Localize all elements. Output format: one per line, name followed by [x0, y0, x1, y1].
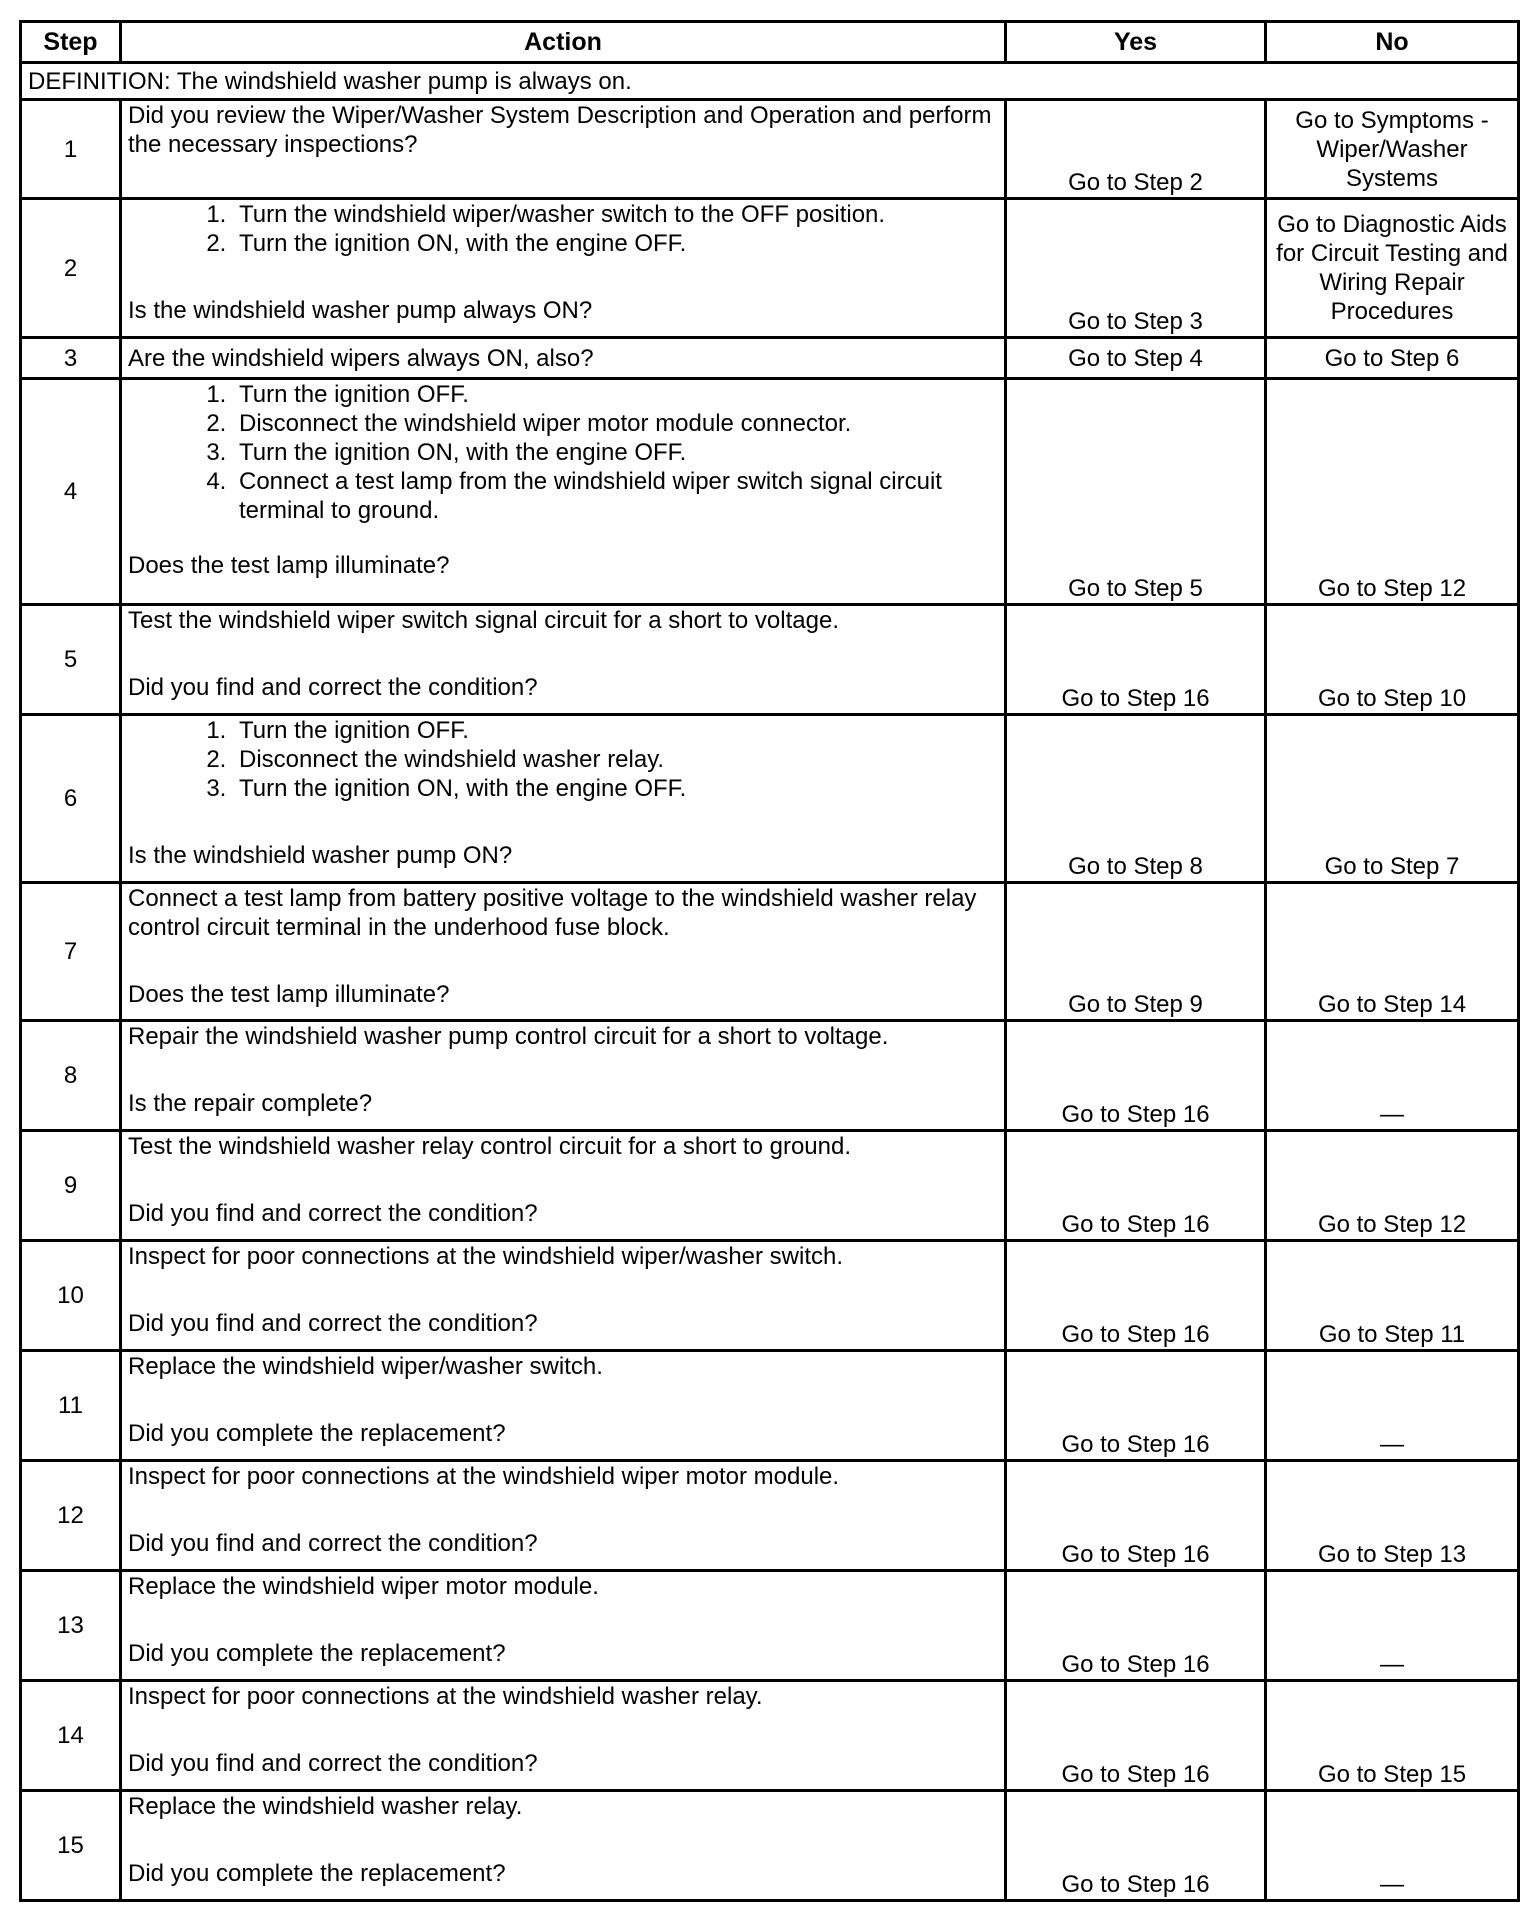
- step-number: 10: [21, 1241, 121, 1351]
- yes-cell: Go to Step 8: [1006, 715, 1266, 883]
- no-cell: —: [1266, 1021, 1519, 1131]
- yes-cell: Go to Step 2: [1006, 100, 1266, 199]
- list-item: 2. Disconnect the windshield washer relay.: [233, 745, 998, 774]
- yes-cell: Go to Step 16: [1006, 1461, 1266, 1571]
- action-cell: [121, 1131, 1006, 1241]
- action-list: [128, 380, 998, 525]
- action-question: Does the test lamp illuminate?: [128, 552, 450, 579]
- action-text: Are the windshield wipers always ON, also?: [128, 344, 594, 372]
- table-row: [21, 715, 1519, 883]
- action-text: Repair the windshield washer pump control circuit for a short to voltage.: [128, 1023, 889, 1050]
- action-cell: [121, 379, 1006, 605]
- action-text: Inspect for poor connections at the windshield washer relay.: [128, 1683, 763, 1710]
- yes-cell: Go to Step 16: [1006, 1021, 1266, 1131]
- yes-cell: Go to Step 5: [1006, 379, 1266, 605]
- no-cell: Go to Step 15: [1266, 1681, 1519, 1791]
- yes-cell: Go to Step 16: [1006, 1351, 1266, 1461]
- action-question: Did you complete the replacement?: [128, 1420, 506, 1447]
- action-cell: [121, 605, 1006, 715]
- action-question: Did you find and correct the condition?: [128, 1750, 538, 1777]
- no-cell: Go to Step 13: [1266, 1461, 1519, 1571]
- action-cell: [121, 1461, 1006, 1571]
- step-number: 7: [21, 883, 121, 1021]
- step-number: 3: [21, 338, 121, 379]
- yes-cell: Go to Step 16: [1006, 1131, 1266, 1241]
- table-row: [21, 100, 1519, 199]
- table-row: [21, 1681, 1519, 1791]
- header-action: Action: [121, 22, 1006, 63]
- action-cell: [121, 338, 1006, 379]
- action-text: Inspect for poor connections at the windshield wiper/washer switch.: [128, 1243, 844, 1270]
- action-cell: [121, 1681, 1006, 1791]
- yes-cell: Go to Step 16: [1006, 1241, 1266, 1351]
- action-text: Replace the windshield wiper/washer switch.: [128, 1353, 603, 1380]
- action-text: Did you review the Wiper/Washer System Description and Operation and perform the necessary inspections?: [128, 102, 992, 158]
- yes-cell: Go to Step 16: [1006, 605, 1266, 715]
- action-cell: [121, 100, 1006, 199]
- table-row: [21, 605, 1519, 715]
- action-question: Is the windshield washer pump always ON?: [128, 297, 593, 324]
- action-question: Is the repair complete?: [128, 1090, 373, 1117]
- step-number: 13: [21, 1571, 121, 1681]
- list-item: 1. Turn the ignition OFF.: [233, 380, 998, 409]
- table-row: [21, 1461, 1519, 1571]
- list-item: 3. Turn the ignition ON, with the engine OFF.: [233, 774, 998, 803]
- no-cell: Go to Diagnostic Aids for Circuit Testing and Wiring Repair Procedures: [1266, 199, 1519, 338]
- table-row: [21, 1351, 1519, 1461]
- step-number: 9: [21, 1131, 121, 1241]
- table-row: [21, 199, 1519, 338]
- yes-cell: Go to Step 4: [1006, 338, 1266, 379]
- step-number: 8: [21, 1021, 121, 1131]
- yes-cell: Go to Step 16: [1006, 1791, 1266, 1901]
- table-row: [21, 883, 1519, 1021]
- table-row: [21, 1021, 1519, 1131]
- table-row: [21, 1241, 1519, 1351]
- list-item: 2. Turn the ignition ON, with the engine OFF.: [233, 229, 998, 258]
- list-item: 1. Turn the ignition OFF.: [233, 716, 998, 745]
- list-item: 4. Connect a test lamp from the windshield wiper switch signal circuit terminal to ground.: [233, 467, 998, 525]
- definition-text: DEFINITION: The windshield washer pump is always on.: [21, 63, 1519, 100]
- step-number: 14: [21, 1681, 121, 1791]
- action-cell: [121, 1021, 1006, 1131]
- yes-cell: Go to Step 3: [1006, 199, 1266, 338]
- yes-cell: Go to Step 16: [1006, 1571, 1266, 1681]
- action-text: Replace the windshield washer relay.: [128, 1793, 523, 1820]
- header-yes: Yes: [1006, 22, 1266, 63]
- action-question: Is the windshield washer pump ON?: [128, 842, 513, 869]
- action-list: [128, 200, 998, 258]
- action-cell: [121, 199, 1006, 338]
- action-list: [128, 716, 998, 803]
- table-row: [21, 1791, 1519, 1901]
- no-cell: —: [1266, 1791, 1519, 1901]
- action-cell: [121, 1791, 1006, 1901]
- no-cell: Go to Step 11: [1266, 1241, 1519, 1351]
- step-number: 12: [21, 1461, 121, 1571]
- action-text: Test the windshield wiper switch signal circuit for a short to voltage.: [128, 607, 839, 634]
- action-cell: [121, 883, 1006, 1021]
- action-cell: [121, 1351, 1006, 1461]
- action-question: Did you find and correct the condition?: [128, 1200, 538, 1227]
- action-question: Does the test lamp illuminate?: [128, 981, 450, 1008]
- list-item: 1. Turn the windshield wiper/washer switch to the OFF position.: [233, 200, 998, 229]
- action-question: Did you find and correct the condition?: [128, 1310, 538, 1337]
- list-item: 2. Disconnect the windshield wiper motor module connector.: [233, 409, 998, 438]
- step-number: 5: [21, 605, 121, 715]
- action-question: Did you find and correct the condition?: [128, 1530, 538, 1557]
- table-row: [21, 379, 1519, 605]
- no-cell: —: [1266, 1571, 1519, 1681]
- no-cell: Go to Step 14: [1266, 883, 1519, 1021]
- table-row: [21, 1571, 1519, 1681]
- step-number: 6: [21, 715, 121, 883]
- header-no: No: [1266, 22, 1519, 63]
- step-number: 4: [21, 379, 121, 605]
- step-number: 15: [21, 1791, 121, 1901]
- action-text: Test the windshield washer relay control circuit for a short to ground.: [128, 1133, 852, 1160]
- action-question: Did you complete the replacement?: [128, 1640, 506, 1667]
- definition-row: [21, 63, 1519, 100]
- table-row: [21, 1131, 1519, 1241]
- no-cell: —: [1266, 1351, 1519, 1461]
- action-cell: [121, 715, 1006, 883]
- no-cell: Go to Step 6: [1266, 338, 1519, 379]
- yes-cell: Go to Step 9: [1006, 883, 1266, 1021]
- action-text: Replace the windshield wiper motor module.: [128, 1573, 599, 1600]
- action-cell: [121, 1571, 1006, 1681]
- action-cell: [121, 1241, 1006, 1351]
- step-number: 1: [21, 100, 121, 199]
- no-cell: Go to Step 12: [1266, 379, 1519, 605]
- yes-cell: Go to Step 16: [1006, 1681, 1266, 1791]
- diagnostic-table: [19, 20, 1520, 1902]
- header-step: Step: [21, 22, 121, 63]
- action-question: Did you find and correct the condition?: [128, 674, 538, 701]
- no-cell: Go to Symptoms - Wiper/Washer Systems: [1266, 100, 1519, 199]
- action-text: Inspect for poor connections at the windshield wiper motor module.: [128, 1463, 840, 1490]
- step-number: 2: [21, 199, 121, 338]
- no-cell: Go to Step 7: [1266, 715, 1519, 883]
- no-cell: Go to Step 10: [1266, 605, 1519, 715]
- action-question: Did you complete the replacement?: [128, 1860, 506, 1887]
- action-text: Connect a test lamp from battery positive voltage to the windshield washer relay control circuit terminal in the underhood fuse block.: [128, 885, 977, 941]
- list-item: 3. Turn the ignition ON, with the engine OFF.: [233, 438, 998, 467]
- no-cell: Go to Step 12: [1266, 1131, 1519, 1241]
- header-row: [21, 22, 1519, 63]
- table-row: [21, 338, 1519, 379]
- step-number: 11: [21, 1351, 121, 1461]
